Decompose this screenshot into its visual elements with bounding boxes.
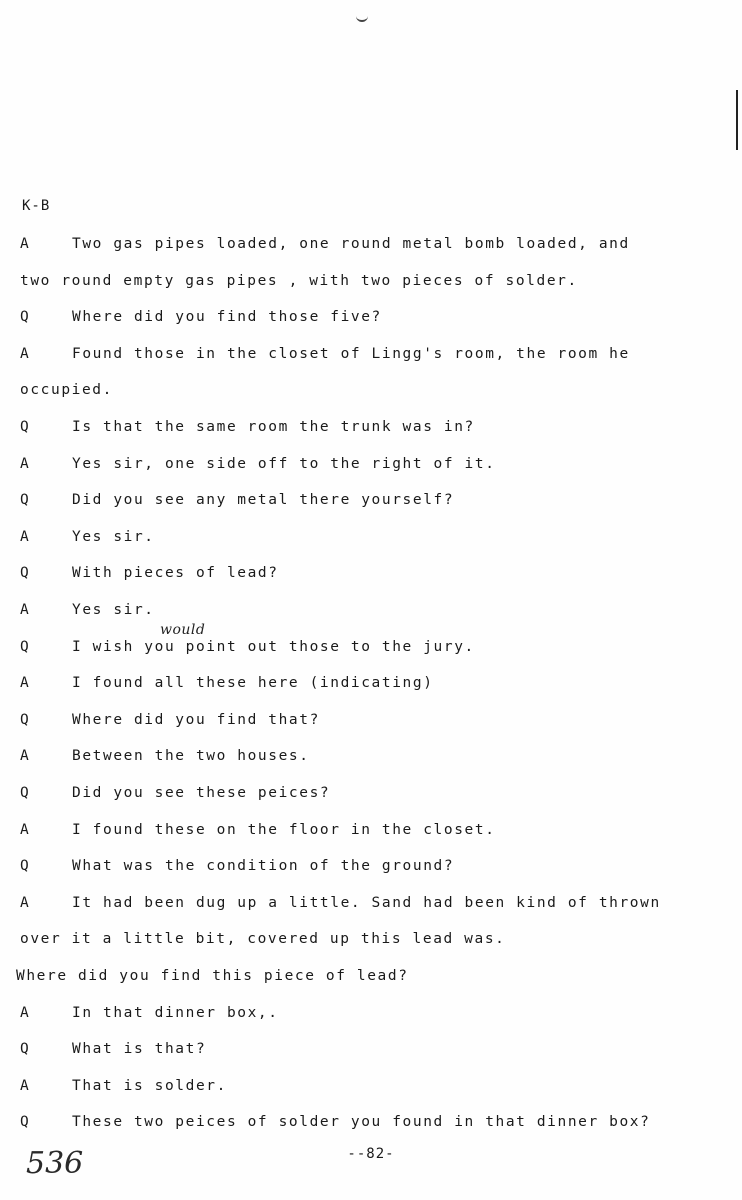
transcript-line (0, 1005, 742, 1029)
transcript-text: I found all these here (indicating) (72, 675, 434, 691)
transcript-line (0, 675, 742, 699)
transcript-text: Between the two houses. (72, 748, 310, 764)
transcript-text: Yes sir. (72, 529, 155, 545)
question-marker: Q (20, 712, 31, 728)
transcript-line (0, 822, 742, 846)
transcript-line (0, 236, 742, 260)
question-marker: Q (20, 1041, 31, 1057)
transcript-line (0, 931, 742, 955)
answer-marker: A (20, 236, 31, 252)
transcript-text: With pieces of lead? (72, 565, 279, 581)
section-code: K-B (22, 198, 51, 214)
transcript-line (0, 565, 742, 589)
transcript-line (0, 1078, 742, 1102)
question-marker: Q (20, 419, 31, 435)
transcript-line (0, 712, 742, 736)
transcript-line (0, 785, 742, 809)
answer-marker: A (20, 895, 31, 911)
transcript-text: Where did you find this piece of lead? (16, 968, 409, 984)
transcript-text: Yes sir. (72, 602, 155, 618)
transcript-line (0, 419, 742, 443)
question-marker: Q (20, 492, 31, 508)
transcript-text: In that dinner box,. (72, 1005, 279, 1021)
answer-marker: A (20, 456, 31, 472)
transcript-line (0, 895, 742, 919)
answer-marker: A (20, 602, 31, 618)
transcript-text: I found these on the floor in the closet. (72, 822, 496, 838)
transcript-line (0, 639, 742, 663)
transcript-text: Is that the same room the trunk was in? (72, 419, 475, 435)
transcript-text: That is solder. (72, 1078, 227, 1094)
transcript-text: Where did you find that? (72, 712, 320, 728)
transcript-text: It had been dug up a little. Sand had been kind of thrown (72, 895, 661, 911)
answer-marker: A (20, 529, 31, 545)
answer-marker: A (20, 346, 31, 362)
top-scan-mark (356, 14, 368, 22)
transcript-line (0, 273, 742, 297)
transcript-line (0, 748, 742, 772)
transcript-line (0, 968, 742, 992)
transcript-line (0, 858, 742, 882)
transcript-text: Did you see any metal there yourself? (72, 492, 455, 508)
answer-marker: A (20, 675, 31, 691)
question-marker: Q (20, 1114, 31, 1130)
transcript-line (0, 309, 742, 333)
answer-marker: A (20, 748, 31, 764)
transcript-text: What is that? (72, 1041, 207, 1057)
transcript-text: Where did you find those five? (72, 309, 382, 325)
answer-marker: A (20, 1078, 31, 1094)
transcript-text: over it a little bit, covered up this lead was. (20, 931, 506, 947)
question-marker: Q (20, 785, 31, 801)
transcript-text: Two gas pipes loaded, one round metal bomb loaded, and (72, 236, 630, 252)
transcript-text: I wish you point out those to the jury. (72, 639, 475, 655)
question-marker: Q (20, 565, 31, 581)
transcript-text: two round empty gas pipes , with two pieces of solder. (20, 273, 578, 289)
transcript-line (0, 529, 742, 553)
question-marker: Q (20, 858, 31, 874)
question-marker: Q (20, 639, 31, 655)
transcript-line (0, 602, 742, 626)
handwritten-insert: would (160, 622, 206, 638)
transcript-text: occupied. (20, 382, 113, 398)
transcript-text: These two peices of solder you found in that dinner box? (72, 1114, 651, 1130)
transcript-text: Did you see these peices? (72, 785, 331, 801)
transcript-text: What was the condition of the ground? (72, 858, 455, 874)
margin-scan-mark (736, 90, 738, 150)
transcript-text: Found those in the closet of Lingg's room, the room he (72, 346, 630, 362)
question-marker: Q (20, 309, 31, 325)
transcript-line (0, 492, 742, 516)
transcript-line (0, 382, 742, 406)
answer-marker: A (20, 1005, 31, 1021)
page-number: --82- (347, 1146, 395, 1162)
transcript-line (0, 1114, 742, 1138)
transcript-line (0, 346, 742, 370)
transcript-text: Yes sir, one side off to the right of it. (72, 456, 496, 472)
transcript-line (0, 456, 742, 480)
bates-number: 536 (26, 1146, 84, 1181)
transcript-line (0, 1041, 742, 1065)
answer-marker: A (20, 822, 31, 838)
